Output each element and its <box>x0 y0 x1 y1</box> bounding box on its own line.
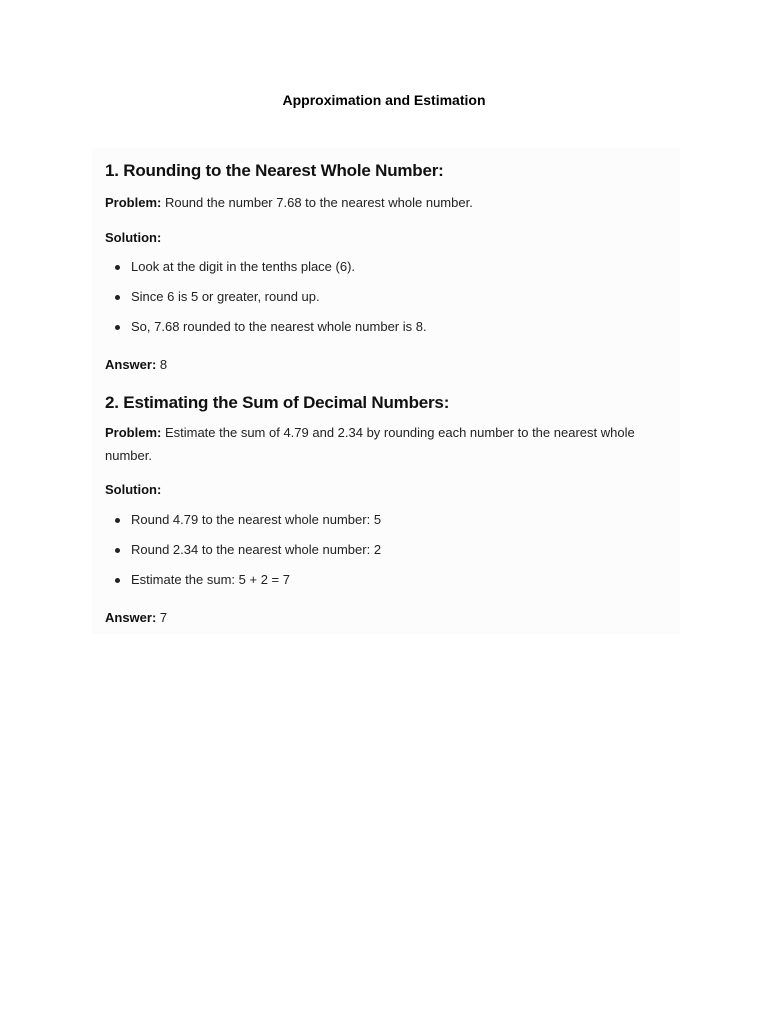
section-heading: 2. Estimating the Sum of Decimal Numbers: <box>105 393 450 412</box>
section-heading: 1. Rounding to the Nearest Whole Number: <box>105 161 444 180</box>
section-estimating-sum <box>105 392 675 627</box>
answer-line <box>105 356 675 374</box>
answer-value: 8 <box>156 357 168 372</box>
bullet-dot-icon <box>115 578 120 583</box>
answer-value: 7 <box>156 610 168 625</box>
section-rounding <box>105 160 675 374</box>
solution-step <box>105 258 675 276</box>
answer-label: Answer: <box>105 357 157 372</box>
solution-step <box>105 541 675 559</box>
problem-statement <box>105 421 675 467</box>
bullet-dot-icon <box>115 518 120 523</box>
problem-statement <box>105 191 675 214</box>
step-text: Look at the digit in the tenths place (6). <box>131 259 356 274</box>
solution-step <box>105 511 675 529</box>
solution-step <box>105 571 675 589</box>
document-title: Approximation and Estimation <box>282 92 486 108</box>
bullet-dot-icon <box>115 325 120 330</box>
step-text: Estimate the sum: 5 + 2 = 7 <box>131 572 290 587</box>
problem-label: Problem: <box>105 195 162 210</box>
step-text: Round 2.34 to the nearest whole number: 2 <box>131 542 382 557</box>
answer-label: Answer: <box>105 610 157 625</box>
problem-text: Round the number 7.68 to the nearest whole number. <box>161 195 473 210</box>
content-body <box>105 158 675 627</box>
bullet-dot-icon <box>115 265 120 270</box>
solution-step <box>105 318 675 336</box>
solution-label: Solution: <box>105 230 162 245</box>
solution-steps <box>105 511 675 589</box>
step-text: Since 6 is 5 or greater, round up. <box>131 289 320 304</box>
step-text: Round 4.79 to the nearest whole number: 5 <box>131 512 382 527</box>
step-text: So, 7.68 rounded to the nearest whole number is 8. <box>131 319 427 334</box>
solution-label: Solution: <box>105 482 162 497</box>
bullet-dot-icon <box>115 295 120 300</box>
solution-steps <box>105 258 675 336</box>
bullet-dot-icon <box>115 548 120 553</box>
solution-step <box>105 288 675 306</box>
problem-label: Problem: <box>105 425 162 440</box>
answer-line <box>105 609 675 627</box>
problem-text: Estimate the sum of 4.79 and 2.34 by rounding each number to the nearest whole number. <box>105 425 635 463</box>
